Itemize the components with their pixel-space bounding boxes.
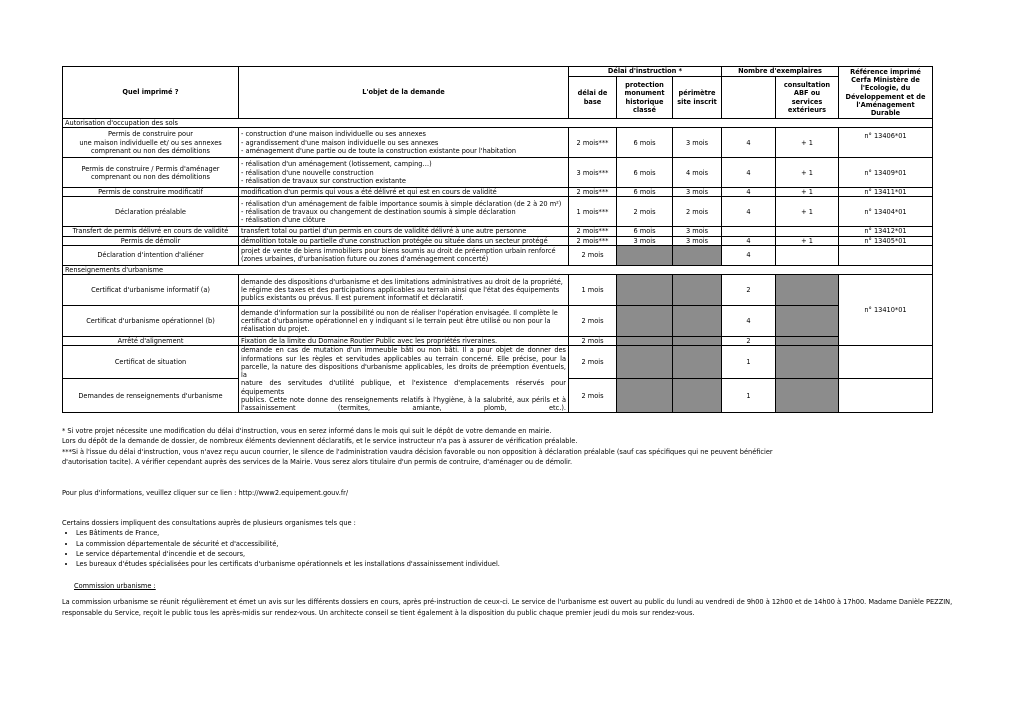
row-objet: - réalisation d'un aménagement de faible importance soumis à simple déclaration (de 2 à 20 m²) - réalisation de travaux ou changement de destination soumis à simple déclaration - réalisation d'une clôture [239,197,569,227]
row-delai: 2 mois*** [569,236,617,245]
row-consultation-na [776,337,839,346]
row-consultation-na [776,275,839,306]
row-delai: 2 mois*** [569,227,617,236]
row-delai: 2 mois*** [569,128,617,158]
row-nombre: 2 [722,275,776,306]
header-nombre: Nombre d'exemplaires [722,67,839,77]
table-row [63,227,933,236]
table-row [63,245,933,265]
row-label: Certificat d'urbanisme informatif (a) [63,275,239,306]
row-nombre: 4 [722,236,776,245]
row-label: Permis de construire modificatif [63,188,239,197]
row-label: Permis de démolir [63,236,239,245]
row-nombre: 4 [722,188,776,197]
commission-text-1: La commission urbanisme se réunit régulièrement et émet un avis sur les différents dossiers en cours, après pré-instruction de ceux-ci. Le service de l'urbanisme est ouvert au public du lundi au vendredi de 9h00 à 12h00 et de 14h00 à 17h00. Madame Danièle PEZZIN, [62,598,953,607]
table-row [63,275,933,306]
organisms-list [62,528,962,569]
row-ref [839,379,933,413]
row-label: Déclaration d'intention d'aliéner [63,245,239,265]
row-delai: 3 mois*** [569,158,617,188]
row-perimetre: 3 mois [673,188,722,197]
footnote-1: * Si votre projet nécessite une modification du délai d'instruction, vous en serez informé dans le mois qui suit le dépôt de votre demande en mairie. [62,427,552,435]
row-protection: 6 mois [617,227,673,236]
row-nombre: 2 [722,337,776,346]
row-protection-na [617,306,673,337]
commission-text-2: responsable du Service, reçoit le public tous les après-midis sur rendez-vous. Un architecte conseil se tient également à la disposition du public chaque premier jeudi du mois sur rendez-vous. [62,608,695,617]
row-consultation-na [776,379,839,413]
consultations-intro: Certains dossiers impliquent des consultations auprès de plusieurs organismes tels que : [62,519,356,527]
section-autorisation: Autorisation d'occupation des sols [63,119,933,128]
row-label: Certificat de situation [63,346,239,379]
row-perimetre-na [673,245,722,265]
table-row [63,306,933,337]
row-objet: demande d'information sur la possibilité ou non de réaliser l'opération envisagée. Il complète le certificat d'urbanisme opérationnel en y indiquant si le terrain peut être utilisé ou non pour la réalisation du projet. [239,306,569,337]
header-nombre-blank [722,77,776,119]
row-ref: n° 13412*01 [839,227,933,236]
row-objet: demande en cas de mutation d'un immeuble bâti ou non bâti. Il a pour objet de donner des informations sur les règles et servitudes applicables au terrain concerné. Elle précise, pour la parcelle, la nature des dispositions d'urbanisme applicables, les droits de préemption éventuels, la nature des servitudes d'utilité publique, et l'existence d'emplacements réservés pour équipements publics. Cette note donne des renseignements relatifs à l'hygiène, à la salubrité, aux périls et à l'assainissement (termites, amiante, plomb, etc.). [239,346,569,413]
row-protection: 6 mois [617,158,673,188]
header-reference: Référence imprimé Cerfa Ministère de l'Ecologie, du Développement et de l'Aménagement Durable [839,67,933,119]
list-item: • La commission départementale de sécurité et d'accessibilité, [76,539,962,549]
urbanism-table [62,66,933,413]
row-perimetre-na [673,346,722,379]
row-nombre: 4 [722,158,776,188]
row-label: Déclaration préalable [63,197,239,227]
row-consultation: + 1 [776,128,839,158]
row-label: Permis de construire pour une maison individuelle et/ ou ses annexes comprenant ou non des démolitions [63,128,239,158]
row-delai: 2 mois [569,306,617,337]
header-perimetre: périmètre site inscrit [673,77,722,119]
row-label: Permis de construire / Permis d'aménager comprenant ou non des démolitions [63,158,239,188]
row-perimetre: 3 mois [673,236,722,245]
list-item: • Les Bâtiments de France, [76,528,962,538]
row-objet: projet de vente de biens immobiliers pour biens soumis au droit de préemption urbain renforcé (zones urbaines, d'urbanisation future ou zones d'aménagement concerté) [239,245,569,265]
row-objet: - réalisation d'un aménagement (lotissement, camping…) - réalisation d'une nouvelle construction - réalisation de travaux sur construction existante [239,158,569,188]
row-delai: 2 mois [569,346,617,379]
row-perimetre: 3 mois [673,128,722,158]
row-nombre: 4 [722,197,776,227]
row-consultation-na [776,306,839,337]
table-row [63,188,933,197]
row-protection: 6 mois [617,188,673,197]
row-label: Certificat d'urbanisme opérationnel (b) [63,306,239,337]
row-protection-na [617,379,673,413]
row-delai: 2 mois [569,379,617,413]
header-protection: protection monument historique classé [617,77,673,119]
row-nombre: 1 [722,379,776,413]
row-perimetre-na [673,275,722,306]
consultations-block [62,518,962,569]
row-consultation [776,245,839,265]
row-perimetre-na [673,337,722,346]
row-protection-na [617,245,673,265]
row-objet: demande des dispositions d'urbanisme et des limitations administratives au droit de la propriété, le régime des taxes et des participations applicables au terrain ainsi que l'état des équipements publics existants ou prévus. Il est purement informatif et déclaratif. [239,275,569,306]
header-delai: Délai d'instruction * [569,67,722,77]
footnote-3: ***Si à l'issue du délai d'instruction, vous n'avez reçu aucun courrier, le silence de l'administration vaudra décision favorable ou non opposition à déclaration préalable (sauf cas spécifiques qui ne peuvent bénéficier [62,447,773,456]
row-perimetre: 2 mois [673,197,722,227]
row-consultation: + 1 [776,197,839,227]
footnote-2: Lors du dépôt de la demande de dossier, de nombreux éléments deviennent déclaratifs, et le service instructeur n'a pas à assurer de vérification préalable. [62,437,578,446]
row-protection: 6 mois [617,128,673,158]
row-nombre: 4 [722,245,776,265]
row-perimetre-na [673,306,722,337]
row-label: Arrêté d'alignement [63,337,239,346]
row-nombre: 1 [722,346,776,379]
row-ref: n° 13406*01 [839,128,933,158]
row-ref: n° 13411*01 [839,188,933,197]
row-protection-na [617,337,673,346]
row-objet: transfert total ou partiel d'un permis en cours de validité délivré à une autre personne [239,227,569,236]
row-label: Demandes de renseignements d'urbanisme [63,379,239,413]
table-row [63,346,933,379]
row-consultation: + 1 [776,236,839,245]
row-consultation: + 1 [776,188,839,197]
row-delai: 2 mois*** [569,188,617,197]
row-delai: 2 mois [569,245,617,265]
footnotes [62,426,962,467]
footnote-4: d'autorisation tacite). A vérifier cependant auprès des services de la Mairie. Vous serez alors titulaire d'un permis de contruire, d'aménager ou de démolir. [62,457,573,466]
info-link-text[interactable]: Pour plus d'informations, veuillez cliquer sur ce lien : http://www2.equipement.gouv.fr/ [62,489,349,497]
commission-title: Commission urbanisme : [74,582,156,590]
row-perimetre: 4 mois [673,158,722,188]
row-perimetre-na [673,379,722,413]
row-ref: n° 13405*01 [839,236,933,245]
row-nombre: 4 [722,128,776,158]
row-nombre [722,227,776,236]
row-protection-na [617,346,673,379]
row-objet: démolition totale ou partielle d'une construction protégée ou située dans un secteur protégé [239,236,569,245]
row-delai: 1 mois [569,275,617,306]
list-item: • Le service départemental d'incendie et de secours, [76,549,962,559]
header-quel-imprime: Quel imprimé ? [63,67,239,119]
row-consultation: + 1 [776,158,839,188]
row-protection: 2 mois [617,197,673,227]
info-paragraph [62,488,962,498]
row-protection-na [617,275,673,306]
section-renseignements: Renseignements d'urbanisme [63,265,933,274]
row-ref: n° 13404*01 [839,197,933,227]
commission-block [62,581,962,618]
list-item: • Les bureaux d'études spécialisées pour les certificats d'urbanisme opérationnels et les installations d'assainissement individuel. [76,559,962,569]
table-row [63,158,933,188]
row-delai: 1 mois*** [569,197,617,227]
header-delai-base: délai de base [569,77,617,119]
table-row [63,236,933,245]
row-delai: 2 mois [569,337,617,346]
row-nombre: 4 [722,306,776,337]
row-perimetre: 3 mois [673,227,722,236]
row-consultation [776,227,839,236]
row-objet: modification d'un permis qui vous a été délivré et qui est en cours de validité [239,188,569,197]
row-protection: 3 mois [617,236,673,245]
row-label: Transfert de permis délivré en cours de validité [63,227,239,236]
row-ref [839,245,933,265]
row-objet: - construction d'une maison individuelle ou ses annexes - agrandissement d'une maison individuelle ou ses annexes - aménagement d'une partie ou de toute la construction existante pour l'habitation [239,128,569,158]
row-ref [839,346,933,379]
row-ref: n° 13410*01 [839,275,933,346]
header-consultation: consultation ABF ou services extérieurs [776,77,839,119]
table-row [63,128,933,158]
header-objet: L'objet de la demande [239,67,569,119]
row-ref: n° 13409*01 [839,158,933,188]
table-row [63,337,933,346]
table-row [63,197,933,227]
row-objet: Fixation de la limite du Domaine Routier Public avec les propriétés riveraines. [239,337,569,346]
row-consultation-na [776,346,839,379]
